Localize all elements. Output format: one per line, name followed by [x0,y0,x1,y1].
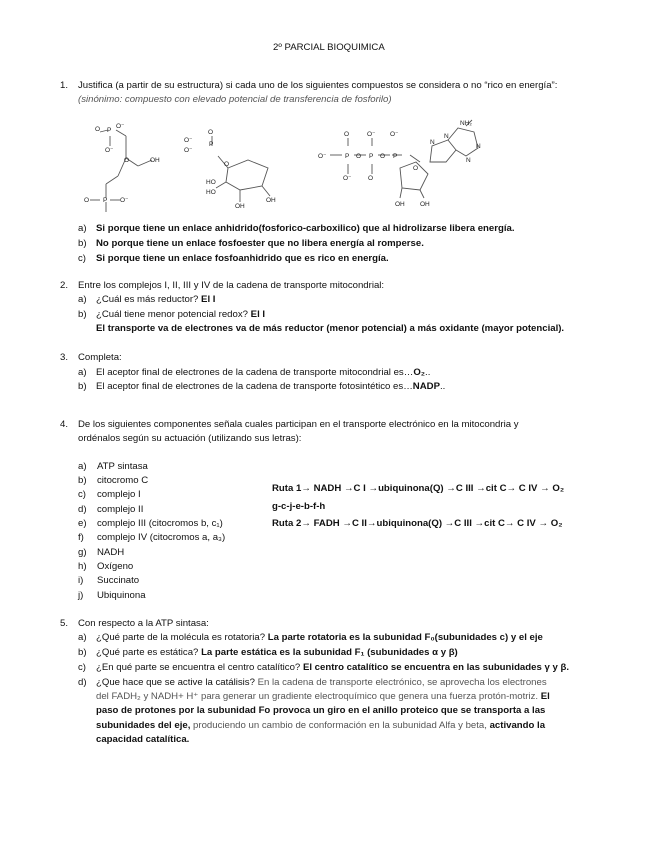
q2-b-answer: El I [250,309,266,320]
q1-answer-c-mark: c) [78,253,86,264]
q5-a-mark: a) [78,632,87,643]
q5-d-line1 [96,677,547,688]
struct-label: O⁻ [105,147,114,154]
q4-item-mark: h) [78,561,87,572]
q3-b-mark: b) [78,381,87,392]
struct-label: O⁻ [367,131,376,138]
q2-a-line [96,294,215,305]
q5-a-line [96,632,543,643]
q4-item: citocromo C [97,475,149,486]
q5-b-mark: b) [78,647,87,658]
q4-item-mark: g) [78,547,87,558]
q4-item: Succinato [97,575,140,586]
struct-label: O⁻ [116,123,125,130]
struct-label: OH [235,203,245,210]
struct-label: O⁻ [120,197,129,204]
q5-d-line2 [96,691,550,702]
q4-number: 4. [60,419,69,430]
q4-ruta1: Ruta 1→ NADH →C I →ubiquinona(Q) →C III →cit C→ C IV → O₂ [272,483,565,494]
struct-label: OH [420,201,430,208]
q3-b-prompt: El aceptor final de electrones de la cadena de transporte fotosintético es… [96,381,413,392]
struct-label: N [430,139,435,146]
q4-item-mark: f) [78,532,84,543]
struct-label: O [380,153,386,160]
q2-a-question: ¿Cuál es más reductor? [96,294,199,305]
struct-label: OH [150,157,160,164]
q5-d-answer-4a: subunidades del eje, [96,720,191,731]
q3-text: Completa: [78,352,122,363]
q5-d-answer-5: capacidad catalítica. [96,734,190,745]
q1-answer-b-mark: b) [78,238,87,249]
struct-label: O [224,161,230,168]
q3-a-line [96,367,430,378]
q5-c-mark: c) [78,662,86,673]
q1-answer-a-mark: a) [78,223,87,234]
q5-d-answer-4c: activando la [489,720,546,731]
q5-d-answer-3: paso de protones por la subunidad Fo provoca un giro en el anillo proteico que se transporta a las [96,705,546,716]
q4-item: complejo I [97,489,141,500]
struct-label: N [444,133,449,140]
q3-b-answer: NADP [412,381,440,392]
struct-label: OH [266,197,276,204]
q4-item: Oxígeno [97,561,134,572]
struct-label: HO [206,179,216,186]
q1-answer-b: No porque tiene un enlace fosfoester que no libera energía al romperse. [96,238,424,249]
struct-label: P [107,127,112,134]
q4-item-mark: c) [78,489,86,500]
q5-c-question: ¿En qué parte se encuentra el centro catalítico? [96,662,301,673]
struct-label: O [95,126,101,133]
struct-label: N [476,143,481,150]
q3-b-line [96,381,445,392]
q5-d-answer-4b: produciendo un cambio de conformación en la subunidad Alfa y beta, [193,720,487,731]
q4-item: complejo III (citocromos b, c₁) [97,518,223,529]
q5-d-mark: d) [78,677,87,688]
q4-item: ATP sintasa [97,461,148,472]
q2-b-line [96,309,265,320]
struct-label: O [208,129,214,136]
q4-item-mark: b) [78,475,87,486]
q5-text: Con respecto a la ATP sintasa: [78,618,209,629]
q5-c-answer: El centro catalítico se encuentra en las subunidades γ y β. [302,662,569,673]
q2-explanation: El transporte va de electrones va de más reductor (menor potencial) a más oxidante (mayor potencial). [96,323,565,334]
q4-item-mark: d) [78,504,87,515]
q5-d-question: ¿Que hace que se active la catálisis? [96,677,255,688]
struct-label: NH₂ [460,120,472,127]
q3-a-post: .. [425,367,431,378]
q4-item-mark: i) [78,575,84,586]
q2-b-question: ¿Cuál tiene menor potencial redox? [96,309,248,320]
page-title: 2º PARCIAL BIOQUIMICA [273,42,385,53]
struct-label: O [124,157,130,164]
q5-d-answer-2a: del FADH₂ y NADH+ H⁺ para generar un gradiente electroquímico que genera una fuerza protón-motriz. [96,691,539,702]
q4-ruta2: Ruta 2→ FADH →C II→ubiquinona(Q) →C III →cit C→ C IV → O₂ [272,518,563,529]
q1-answer-c: Si porque tiene un enlace fosfoanhidrido que es rico en energía. [96,253,389,264]
q4-item: NADH [97,547,125,558]
struct-label: O⁻ [318,153,327,160]
q4-item-mark: e) [78,518,87,529]
chemical-structures-figure [80,118,480,220]
struct-label: O⁻ [343,175,352,182]
q5-a-question: ¿Qué parte de la molécula es rotatoria? [96,632,266,643]
q3-a-mark: a) [78,367,87,378]
q1-number: 1. [60,80,69,91]
q4-item: complejo IV (citocromos a, a₃) [97,532,226,543]
struct-label: P [369,153,374,160]
q3-number: 3. [60,352,69,363]
q5-d-answer-2b: El [540,691,550,702]
struct-label: O⁻ [184,137,193,144]
struct-label: O [84,197,90,204]
struct-label: O⁻ [390,131,399,138]
q5-a-answer: La parte rotatoria es la subunidad F₀(subunidades c) y el eje [267,632,543,643]
q2-a-answer: El I [201,294,216,305]
q5-c-line [96,662,569,673]
q3-a-prompt: El aceptor final de electrones de la cadena de transporte mitocondrial es… [96,367,414,378]
q4-item: complejo II [97,504,144,515]
q4-item: Ubiquinona [97,590,146,601]
struct-label: O⁻ [184,147,193,154]
struct-label: O [344,131,350,138]
struct-label: P [209,141,214,148]
q1-answer-a: Si porque tiene un enlace anhidrido(fosforico-carboxilico) que al hidrolizarse libera energía. [96,223,515,234]
struct-label: P [393,153,398,160]
q5-b-question: ¿Qué parte es estática? [96,647,199,658]
q1-note: (sinónimo: compuesto con elevado potencial de transferencia de fosforilo) [78,94,392,105]
q5-b-answer: La parte estática es la subunidad F₁ (subunidades α y β) [201,647,458,658]
struct-label: OH [395,201,405,208]
q2-a-mark: a) [78,294,87,305]
struct-label: HO [206,189,216,196]
struct-label: O [413,165,419,172]
q5-number: 5. [60,618,69,629]
q3-a-answer: O₂ [413,367,426,378]
q3-b-post: .. [439,381,446,392]
q4-order: g-c-j-e-b-f-h [272,501,326,512]
struct-label: O [356,153,362,160]
struct-label: P [103,197,108,204]
struct-label: P [345,153,350,160]
q2-number: 2. [60,280,69,291]
q4-item-mark: j) [78,590,84,601]
q4-text-line1: De los siguientes componentes señala cuales participan en el transporte electrónico en la mitocondria y [78,419,519,430]
q5-d-line4 [96,720,545,731]
q4-text-line2: ordénalos según su actuación (utilizando sus letras): [78,433,302,444]
struct-label: O [368,175,374,182]
q5-b-line [96,647,458,658]
q5-d-answer-1: En la cadena de transporte electrónico, se aprovecha los electrones [257,677,547,688]
struct-label: N [466,157,471,164]
q2-text: Entre los complejos I, II, III y IV de la cadena de transporte mitocondrial: [78,280,385,291]
q1-text: Justifica (a partir de su estructura) si cada uno de los siguientes compuestos se considera o no “rico en energía”: [78,80,558,91]
q2-b-mark: b) [78,309,87,320]
q4-item-mark: a) [78,461,87,472]
